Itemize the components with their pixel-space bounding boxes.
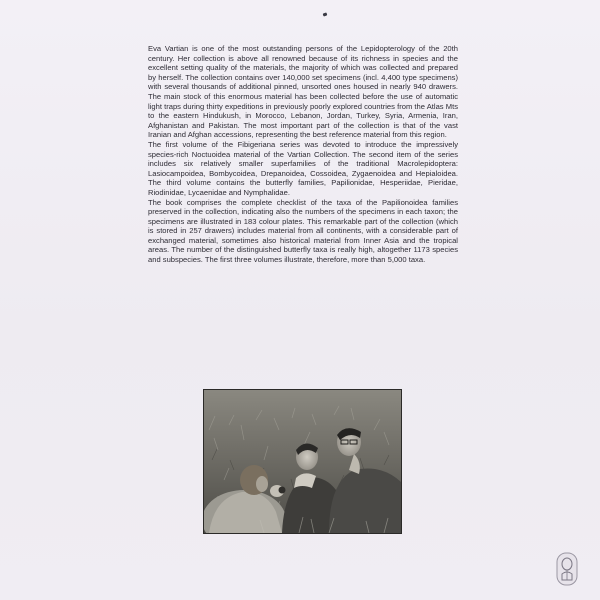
dust-speck: [323, 12, 328, 16]
publisher-logo: [556, 552, 578, 586]
paragraph-series: The first volume of the Fibigeriana series was devoted to introduce the impressively species-rich Noctuoidea material of the Vartian Collection. The second item of the series includes six relatively smaller superfamilies of the traditional Macrolepidoptera: Lasiocampoidea, Bombycoidea, Drepanoidea, Cossoidea, Zygaenoidea and Hepialoidea. The third volume contains the butterfly families, Papilionidae, Hesperiidae, Pieridae, Riodinidae, Lycaenidae and Nymphalidae.: [148, 139, 458, 197]
field-photograph: [203, 389, 402, 534]
paragraph-book: The book comprises the complete checklist of the taxa of the Papilionoidea families preserved in the collection, indicating also the numbers of the specimens in each taxon; the specimens are illustrated in 183 colour plates. This remarkable part of the collection (which is stored in 257 drawers) includes material from all continents, with a considerable part of exchanged material, sometimes also historical material from Inner Asia and the tropical areas. The number of the distinguished butterfly taxa is really high, altogether 1173 species and subspecies. The first three volumes illustrate, therefore, more than 5,000 taxa.: [148, 197, 458, 265]
paragraph-collection: Eva Vartian is one of the most outstanding persons of the Lepidopterology of the 20th century. Her collection is above all renowned because of its richness in species and the excellent setting quality of the materials, the majority of which was collected and prepared by herself. The collection contains over 140,000 set specimens (incl. 4,400 type specimens) with several thousands of additional pinned, unsorted ones housed in nearly 940 drawers. The main stock of this enormous material has been collected before the use of automatic light traps during thirty expeditions in previously poorly explored countries from the Atlas Mts to the eastern Hindukush, in Morocco, Lebanon, Jordan, Turkey, Syria, Armenia, Iran, Afghanistan and Pakistan. The most important part of the collection is that of the vast Iranian and Afghan accessions, representing the best reference material from this region.: [148, 44, 458, 140]
photograph-illustration: [204, 390, 401, 533]
description-text: [148, 44, 458, 265]
